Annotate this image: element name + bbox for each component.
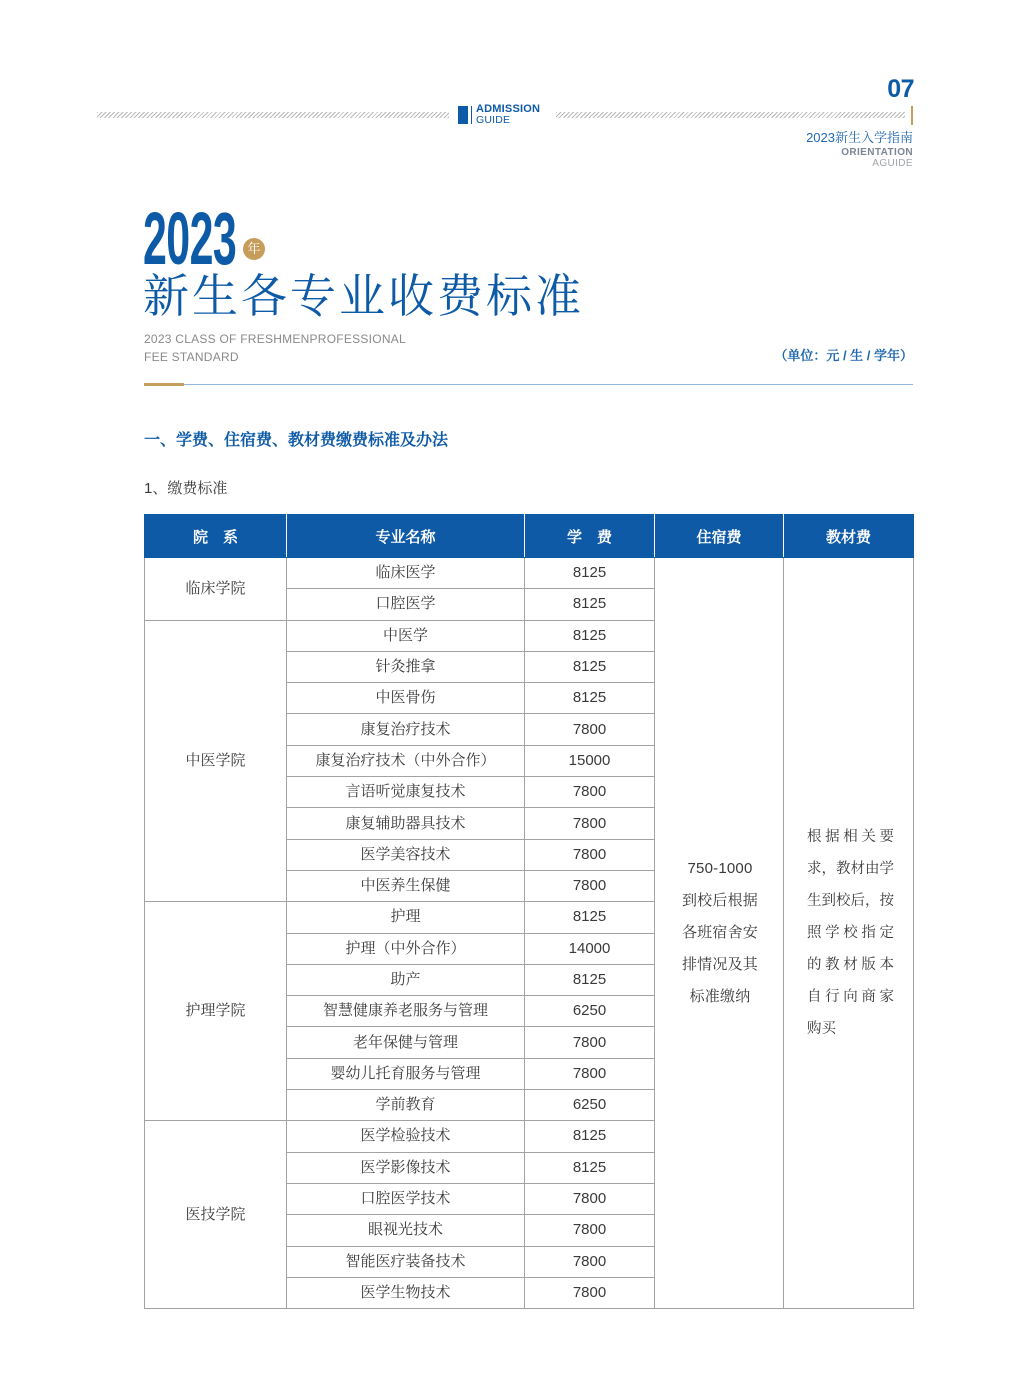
department-cell: 中医学院 [145,620,287,902]
major-name-cell: 老年保健与管理 [287,1027,525,1058]
table-header-row [145,515,914,558]
title-divider-accent [144,383,184,386]
major-name-cell: 护理（中外合作） [287,933,525,964]
tuition-cell: 7800 [525,808,655,839]
major-name-cell: 康复治疗技术（中外合作） [287,745,525,776]
tuition-cell: 8125 [525,1152,655,1183]
book-fee-line: 求，教材由学 [807,861,894,878]
major-name-cell: 临床医学 [287,558,525,589]
major-name-cell: 口腔医学 [287,589,525,620]
guide-title: 2023新生入学指南 [806,130,913,145]
logo-text-line2: GUIDE [476,114,511,126]
tuition-cell: 7800 [525,1183,655,1214]
admission-guide-logo [458,105,554,126]
header-tuition: 学 费 [525,515,655,558]
tuition-cell: 8125 [525,964,655,995]
dorm-fee-line: 排情况及其 [681,956,758,974]
major-name-cell: 助产 [287,964,525,995]
major-name-cell: 护理 [287,902,525,933]
page-number-tick [911,106,913,125]
book-fee-cell [784,558,914,1309]
tuition-cell: 8125 [525,620,655,651]
dorm-fee-text [681,853,759,1013]
logo-divider [471,106,472,124]
major-name-cell: 中医养生保健 [287,870,525,901]
tuition-cell: 14000 [525,933,655,964]
title-year: 2023 [143,197,237,280]
header-dorm: 住宿费 [655,515,784,558]
section-subheading: 1、缴费标准 [144,480,228,497]
major-name-cell: 言语听觉康复技术 [287,777,525,808]
book-fee-text [807,821,894,1045]
guide-subtitle-1: ORIENTATION [841,147,913,158]
fee-table [144,514,914,1309]
major-name-cell: 智能医疗装备技术 [287,1246,525,1277]
dorm-fee-line: 各班宿舍安 [681,924,758,942]
department-cell: 护理学院 [145,902,287,1121]
major-name-cell: 医学生物技术 [287,1277,525,1308]
tuition-cell: 15000 [525,745,655,776]
logo-square-icon [458,106,468,124]
tuition-cell: 6250 [525,996,655,1027]
book-fee-line: 照学校指定 [807,925,894,942]
english-title-line1: 2023 CLASS OF FRESHMENPROFESSIONAL [144,332,406,346]
major-name-cell: 智慧健康养老服务与管理 [287,996,525,1027]
page-title: 新生各专业收费标准 [143,270,584,322]
logo-text-line1: ADMISSION [476,103,541,115]
title-divider [144,384,913,385]
tuition-cell: 7800 [525,1027,655,1058]
major-name-cell: 医学美容技术 [287,839,525,870]
major-name-cell: 学前教育 [287,1090,525,1121]
book-fee-line: 自行向商家 [807,989,894,1006]
year-suffix-badge: 年 [243,238,265,260]
major-name-cell: 医学检验技术 [287,1121,525,1152]
guide-subtitle-2: AGUIDE [872,158,913,169]
major-name-cell: 眼视光技术 [287,1215,525,1246]
book-fee-line: 生到校后，按 [807,893,894,910]
major-name-cell: 婴幼儿托育服务与管理 [287,1058,525,1089]
header-hatch-left [97,112,449,118]
tuition-cell: 7800 [525,1277,655,1308]
tuition-cell: 7800 [525,870,655,901]
tuition-cell: 8125 [525,589,655,620]
department-cell: 临床学院 [145,558,287,621]
major-name-cell: 中医学 [287,620,525,651]
tuition-cell: 7800 [525,777,655,808]
major-name-cell: 针灸推拿 [287,651,525,682]
tuition-cell: 7800 [525,839,655,870]
tuition-cell: 7800 [525,1058,655,1089]
department-cell: 医技学院 [145,1121,287,1309]
tuition-cell: 8125 [525,558,655,589]
dorm-fee-line: 标准缴纳 [689,988,751,1006]
major-name-cell: 口腔医学技术 [287,1183,525,1214]
header-major: 专业名称 [287,515,525,558]
dorm-fee-line: 到校后根据 [681,892,758,910]
major-name-cell: 康复辅助器具技术 [287,808,525,839]
table-row [145,558,914,589]
english-title-line2: FEE STANDARD [144,350,239,364]
section-heading: 一、学费、住宿费、教材费缴费标准及办法 [144,432,449,449]
tuition-cell: 8125 [525,902,655,933]
tuition-cell: 7800 [525,1246,655,1277]
dorm-fee-cell [655,558,784,1309]
tuition-cell: 7800 [525,714,655,745]
header-hatch-right [556,112,905,118]
header-dept: 院 系 [145,515,287,558]
tuition-cell: 7800 [525,1215,655,1246]
dorm-fee-line: 750-1000 [687,860,753,878]
header-books: 教材费 [784,515,914,558]
tuition-cell: 8125 [525,1121,655,1152]
book-fee-line: 的教材版本 [807,957,894,974]
major-name-cell: 中医骨伤 [287,683,525,714]
unit-note: （单位：元 / 生 / 学年） [774,348,913,363]
book-fee-line: 根据相关要 [807,829,894,846]
major-name-cell: 医学影像技术 [287,1152,525,1183]
book-fee-line: 购买 [807,1021,836,1038]
tuition-cell: 8125 [525,683,655,714]
tuition-cell: 6250 [525,1090,655,1121]
major-name-cell: 康复治疗技术 [287,714,525,745]
tuition-cell: 8125 [525,651,655,682]
page-number: 07 [887,75,914,103]
